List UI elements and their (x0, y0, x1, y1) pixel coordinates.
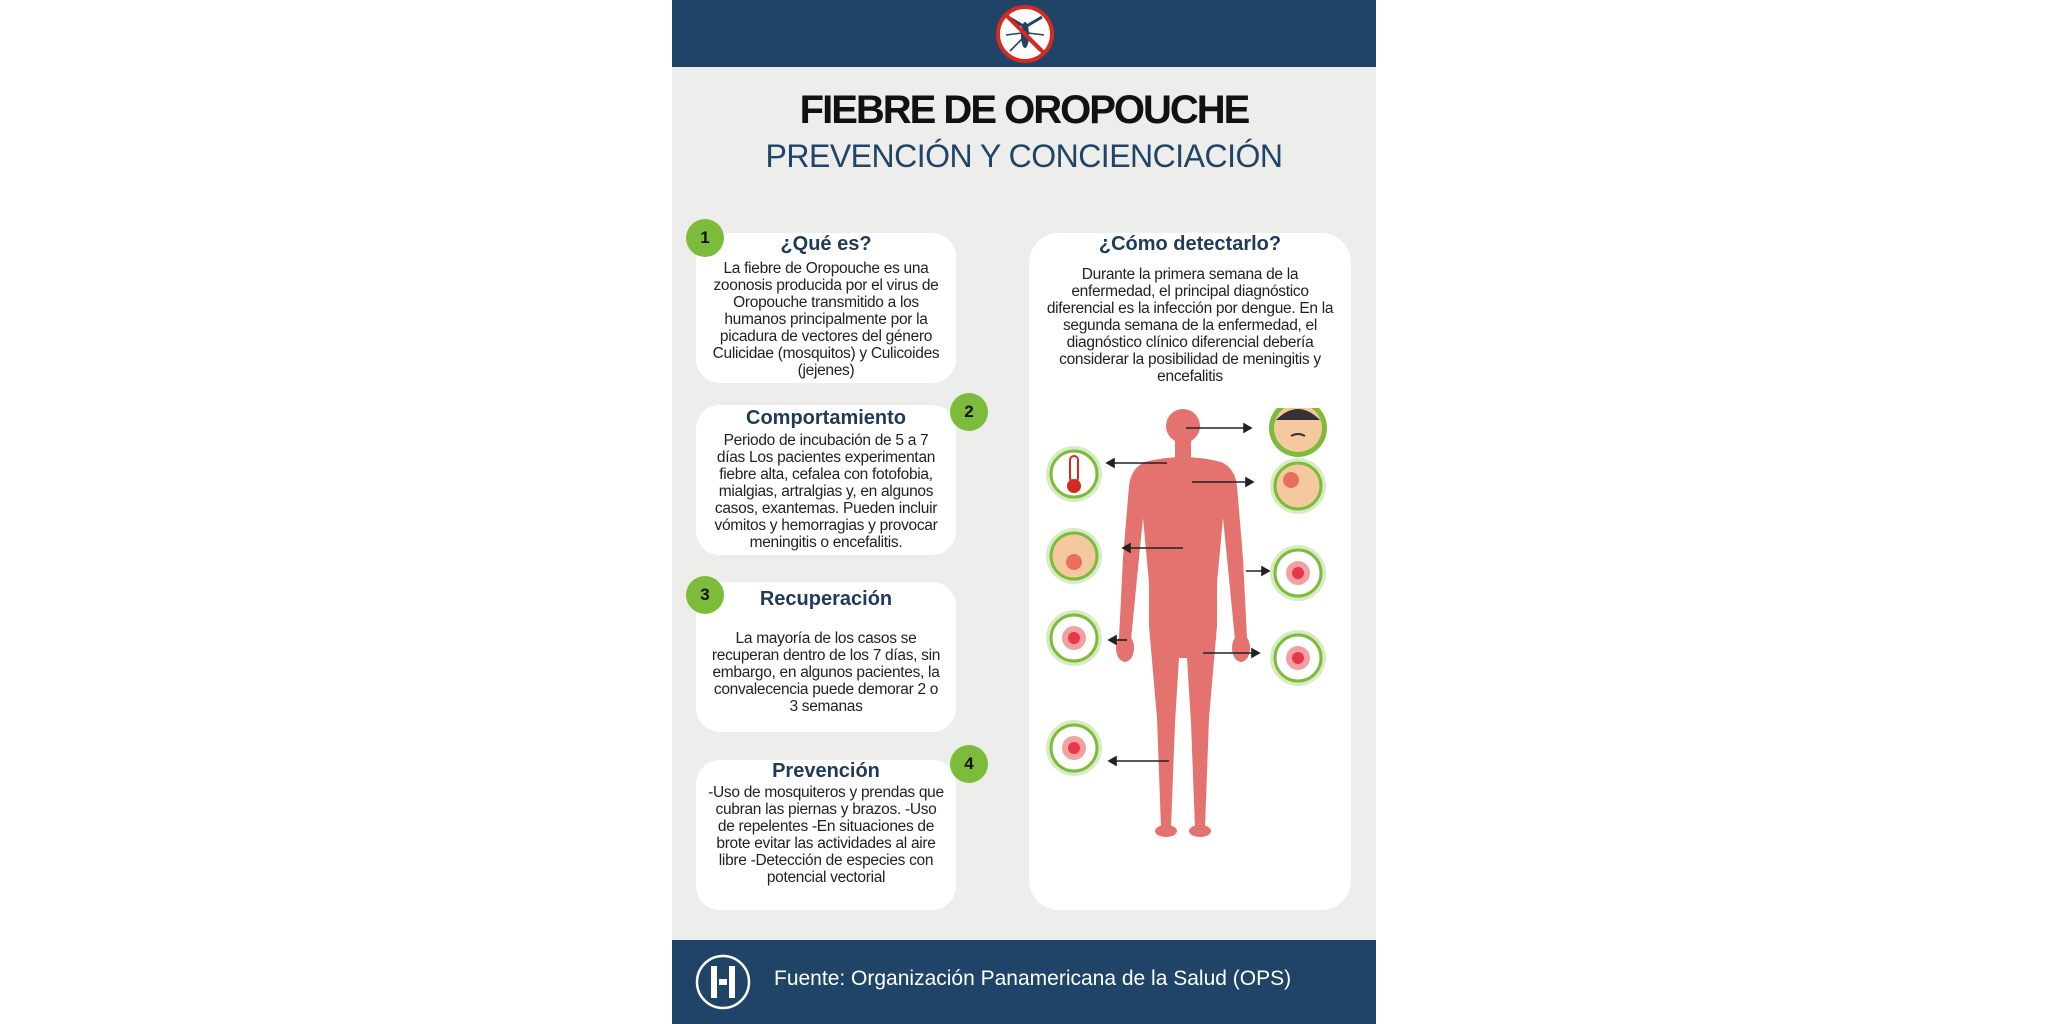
card-title: ¿Cómo detectarlo? (1098, 233, 1282, 255)
back-pain-icon (1046, 528, 1102, 584)
human-body-figure (1116, 409, 1250, 837)
step-number-badge: 1 (686, 219, 724, 257)
card-text: Periodo de incubación de 5 a 7 días Los pacientes experimentan fiebre alta, cefalea con fotofobia, mialgias, artralgias y, en algunos casos, exantemas. Pueden incluir vómitos y hemorragias y provocar meningitis o encefalitis. (714, 432, 938, 551)
infographic-poster (672, 0, 1376, 1024)
knee-joint-pain-icon (1270, 630, 1326, 686)
neck-pain-icon (1270, 458, 1326, 514)
card-title: Comportamiento (746, 407, 906, 429)
card-text: La mayoría de los casos se recuperan dentro de los 7 días, sin embargo, en algunos pacientes, la convalecencia puede demorar 2 o 3 semanas (711, 630, 941, 715)
body-diagram (1029, 408, 1351, 908)
card-recuperacion (696, 582, 956, 732)
ops-logo-icon (695, 954, 751, 1010)
fever-thermometer-icon (1046, 446, 1102, 502)
step-number-badge: 4 (950, 745, 988, 783)
no-mosquito-icon (994, 3, 1056, 65)
step-number-badge: 2 (950, 393, 988, 431)
card-title: Recuperación (759, 588, 893, 610)
ankle-joint-pain-icon (1046, 720, 1102, 776)
card-como-detectarlo (1029, 233, 1351, 910)
page-title: FIEBRE DE OROPOUCHE (799, 88, 1249, 132)
card-que-es (696, 233, 956, 383)
card-title: ¿Qué es? (780, 233, 872, 255)
elbow-joint-pain-icon (1270, 545, 1326, 601)
footer-bar (672, 940, 1376, 1024)
page-subtitle: PREVENCIÓN Y CONCIENCIACIÓN (765, 138, 1283, 174)
card-text: -Uso de mosquiteros y prendas que cubran las piernas y brazos. -Uso de repelentes -En situaciones de brote evitar las actividades al aire libre -Detección de especies con potencial vectorial (708, 784, 944, 886)
card-text: Durante la primera semana de la enfermedad, el principal diagnóstico diferencial es la infección por dengue. En la segunda semana de la enfermedad, el diagnóstico clínico diferencial debería considerar la posibilidad de meningitis y encefalitis (1046, 266, 1334, 385)
step-number-badge: 3 (686, 576, 724, 614)
card-text: La fiebre de Oropouche es una zoonosis producida por el virus de Oropouche transmitido a los humanos principalmente por la picadura de vectores del género Culicidae (mosquitos) y Culicoides (jejenes) (712, 260, 940, 379)
source-credit: Fuente: Organización Panamericana de la Salud (OPS) (774, 967, 1292, 990)
headache-icon (1269, 408, 1327, 457)
header-bar (672, 0, 1376, 67)
card-comportamiento (696, 405, 956, 555)
hand-joint-pain-icon (1046, 610, 1102, 666)
card-title: Prevención (772, 760, 880, 782)
card-prevencion (696, 760, 956, 910)
